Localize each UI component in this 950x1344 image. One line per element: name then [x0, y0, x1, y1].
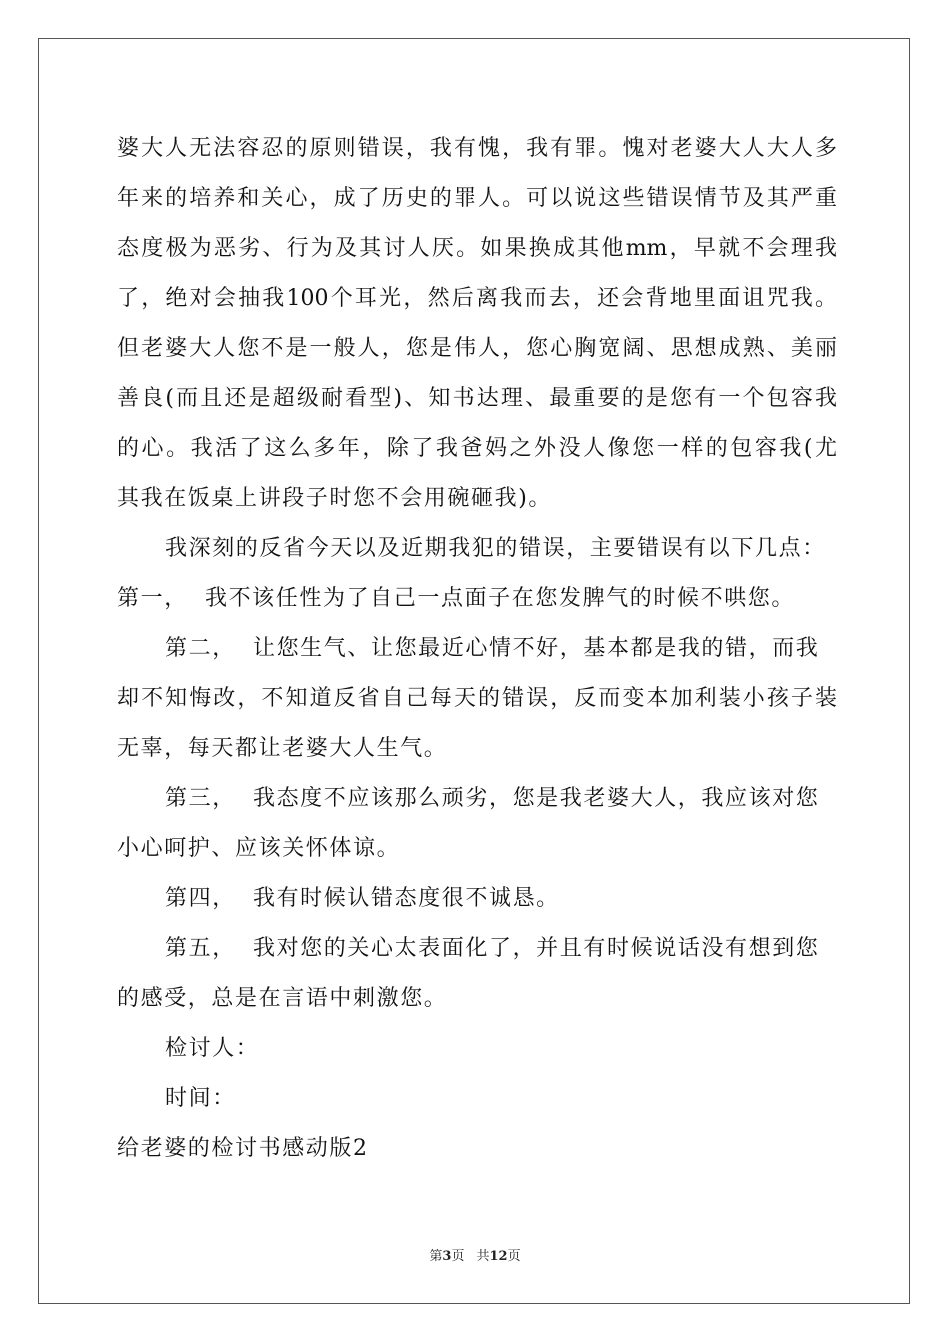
body-line: 的感受，总是在言语中刺激您。 — [117, 986, 448, 1011]
page-number: 3 — [442, 1249, 452, 1264]
date-label: 时间： — [165, 1086, 236, 1111]
body-line: 小心呵护、应该关怀体谅。 — [117, 836, 401, 861]
list-item-fifth: 第五， 我对您的关心太表面化了，并且有时候说话没有想到您 — [165, 936, 820, 961]
page-label-suffix: 页 — [451, 1249, 465, 1264]
body-line: 婆大人无法容忍的原则错误，我有愧，我有罪。愧对老婆大人大人多 — [117, 136, 837, 161]
body-line: 其我在饭桌上讲段子时您不会用碗砸我)。 — [117, 486, 552, 511]
body-line: 的心。我活了这么多年，除了我爸妈之外没人像您一样的包容我(尤 — [117, 436, 837, 461]
body-line: 但老婆大人您不是一般人，您是伟人，您心胸宽阔、思想成熟、美丽 — [117, 336, 837, 361]
body-line: 年来的培养和关心，成了历史的罪人。可以说这些错误情节及其严重 — [117, 186, 837, 211]
section-title: 给老婆的检讨书感动版2 — [117, 1136, 369, 1161]
list-item-fourth: 第四， 我有时候认错态度很不诚恳。 — [165, 886, 560, 911]
body-line: 无辜，每天都让老婆大人生气。 — [117, 736, 448, 761]
body-line: 却不知悔改，不知道反省自己每天的错误，反而变本加利装小孩子装 — [117, 686, 837, 711]
list-item-third: 第三， 我态度不应该那么顽劣，您是我老婆大人，我应该对您 — [165, 786, 820, 811]
total-label-suffix: 页 — [507, 1249, 521, 1264]
total-label-prefix: 共 — [476, 1249, 490, 1264]
body-line: 态度极为恶劣、行为及其讨人厌。如果换成其他mm，早就不会理我 — [117, 236, 837, 261]
page-footer — [0, 1248, 950, 1266]
list-item-second: 第二， 让您生气、让您最近心情不好，基本都是我的错，而我 — [165, 636, 820, 661]
page-border — [38, 38, 910, 1304]
signature-label: 检讨人： — [165, 1036, 260, 1061]
page-label-prefix: 第 — [429, 1249, 443, 1264]
body-line: 我深刻的反省今天以及近期我犯的错误，主要错误有以下几点： — [165, 536, 826, 561]
total-pages: 12 — [489, 1249, 508, 1264]
list-item-first: 第一， 我不该任性为了自己一点面子在您发脾气的时候不哄您。 — [117, 586, 795, 611]
body-line: 善良(而且还是超级耐看型)、知书达理、最重要的是您有一个包容我 — [117, 386, 837, 411]
body-line: 了，绝对会抽我100个耳光，然后离我而去，还会背地里面诅咒我。 — [117, 286, 837, 311]
